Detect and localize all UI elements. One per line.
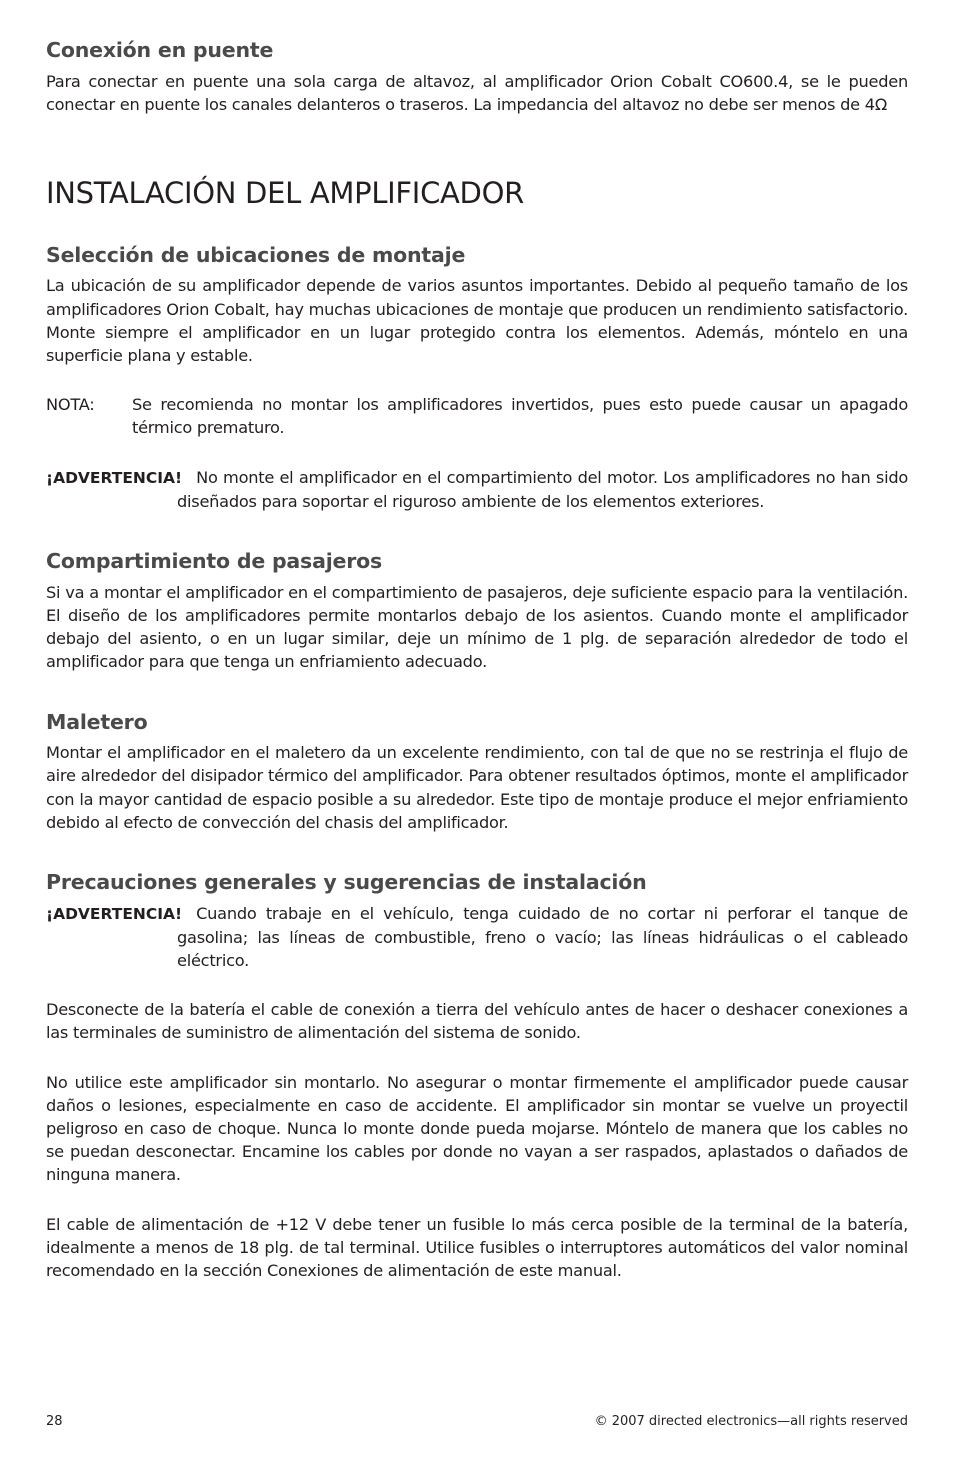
warning-text-2: Cuando trabaje en el vehículo, tenga cuidado de no cortar ni perforar el tanque de gasolina; las líneas de combustible, freno o vacío; las líneas hidráulicas o el cableado eléctrico.	[177, 903, 908, 970]
page-footer	[46, 1414, 908, 1429]
warning-block-2	[46, 902, 908, 973]
precautions-heading: Precauciones generales y sugerencias de instalación	[46, 869, 647, 894]
warning-label-2: ¡ADVERTENCIA!	[46, 904, 183, 923]
bridge-paragraph: Para conectar en puente una sola carga de altavoz, al amplificador Orion Cobalt CO600.4, se le pueden conectar en puente los canales delanteros o traseros. La impedancia del altavoz no debe ser menos de 4Ω	[46, 71, 908, 114]
trunk-paragraph: Montar el amplificador en el maletero da un excelente rendimiento, con tal de que no se restrinja el flujo de aire alrededor del disipador térmico del amplificador. Para obtener resultados óptimos, monte el amplificador con la mayor cantidad de espacio posible a su alrededor. Este tipo de montaje produce el mejor enfriamiento debido al efecto de convección del chasis del amplificador.	[46, 743, 908, 832]
warning-block-1	[46, 466, 908, 513]
mounting-paragraph: No utilice este amplificador sin montarlo. No asegurar o montar firmemente el amplificador puede causar daños o lesiones, especialmente en caso de accidente. El amplificador sin montar se vuelve un proyectil peligroso en caso de choque. Nunca lo monte donde pueda mojarse. Móntelo de manera que los cables no se puedan desconectar. Encamine los cables por donde no vayan a ser raspados, aplastados o dañados de ninguna manera.	[46, 1072, 908, 1185]
fuse-paragraph: El cable de alimentación de +12 V debe tener un fusible lo más cerca posible de la terminal de la batería, idealmente a menos de 18 plg. de tal terminal. Utilice fusibles o interruptores automáticos del valor nominal recomendado en la sección Conexiones de alimentación de este manual.	[46, 1214, 908, 1281]
warning-label-1: ¡ADVERTENCIA!	[46, 468, 183, 487]
note-text: Se recomienda no montar los amplificadores invertidos, pues esto puede causar un apagado térmico prematuro.	[132, 395, 908, 438]
page-number: 28	[46, 1414, 63, 1429]
main-heading: INSTALACIÓN DEL AMPLIFICADOR	[46, 176, 524, 211]
note-label: NOTA:	[46, 395, 95, 415]
passenger-paragraph: Si va a montar el amplificador en el compartimiento de pasajeros, deje suficiente espacio para la ventilación. El diseño de los amplificadores permite montarlos debajo de los asientos. Cuando monte el amplificador debajo del asiento, o en un lugar similar, deje un mínimo de 1 plg. de separación alrededor de todo el amplificador para que tenga un enfriamiento adecuado.	[46, 582, 908, 672]
copyright-text: © 2007 directed electronics—all rights reserved	[594, 1414, 908, 1429]
passenger-heading: Compartimiento de pasajeros	[46, 549, 383, 574]
mount-paragraph: La ubicación de su amplificador depende de varios asuntos importantes. Debido al pequeño tamaño de los amplificadores Orion Cobalt, hay muchas ubicaciones de montaje que producen un rendimiento satisfactorio. Monte siempre el amplificador en un lugar protegido contra los elementos. Además, móntelo en una superficie plana y estable.	[46, 276, 908, 366]
bridge-heading: Conexión en puente	[46, 38, 274, 62]
disconnect-paragraph: Desconecte de la batería el cable de conexión a tierra del vehículo antes de hacer o deshacer conexiones a las terminales de suministro de alimentación del sistema de sonido.	[46, 1000, 908, 1043]
manual-page	[46, 38, 908, 1282]
warning-text-1: No monte el amplificador en el compartimiento del motor. Los amplificadores no han sido diseñados para soportar el riguroso ambiente de los elementos exteriores.	[177, 467, 908, 511]
mount-heading: Selección de ubicaciones de montaje	[46, 242, 466, 267]
note-block	[46, 393, 908, 439]
trunk-heading: Maletero	[46, 709, 148, 734]
